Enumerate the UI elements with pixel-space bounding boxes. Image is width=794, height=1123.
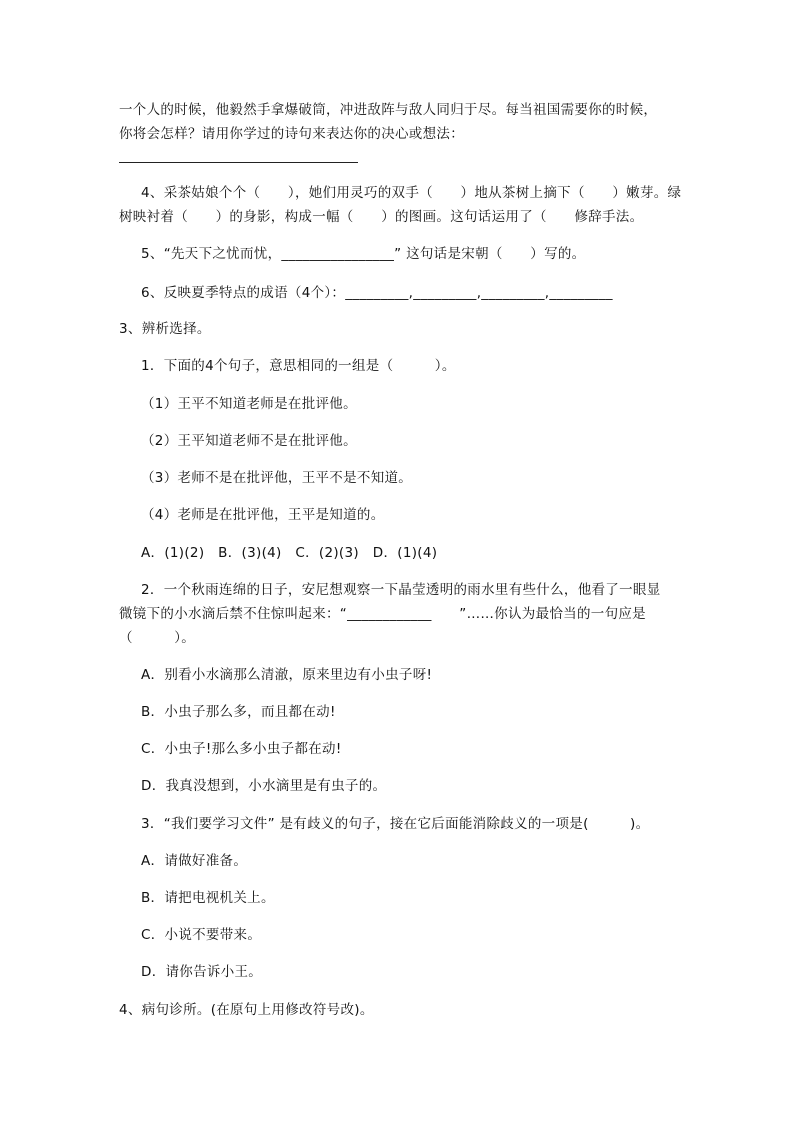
choice-q3-option-a: A．请做好准备。 — [141, 853, 248, 869]
question-6: 6、反映夏季特点的成语（4个）：_________,_________,_________,_________ — [141, 285, 613, 301]
question-4-line-2: 树映衬着（ ）的身影，构成一幅（ ）的图画。这句话运用了（ 修辞手法。 — [119, 209, 644, 225]
choice-q3-option-b: B．请把电视机关上。 — [141, 890, 275, 906]
choice-q3-stem: 3．“我们要学习文件” 是有歧义的句子，接在它后面能消除歧义的一项是( )。 — [141, 816, 650, 832]
choice-q2-stem-line-3: （ ）。 — [119, 630, 196, 646]
choice-q2-stem-line-1: 2．一个秋雨连绵的日子，安尼想观察一下晶莹透明的雨水里有些什么，他看了一眼显 — [141, 582, 661, 598]
choice-q1-stem: 1．下面的4个句子，意思相同的一组是（ ）。 — [141, 358, 456, 374]
choice-q3-option-c: C．小说不要带来。 — [141, 927, 262, 943]
choice-q2-option-c: C．小虫子!那么多小虫子都在动! — [141, 741, 342, 757]
choice-q2-option-b: B．小虫子那么多，而且都在动! — [141, 704, 336, 720]
section-3-heading: 3、辨析选择。 — [119, 321, 211, 337]
choice-q1-item-4: （4）老师是在批评他，王平是知道的。 — [141, 507, 385, 523]
choice-q1-item-2: （2）王平知道老师不是在批评他。 — [141, 433, 357, 449]
choice-q1-options: A．(1)(2) B．(3)(4) C．(2)(3) D．(1)(4) — [141, 545, 438, 561]
choice-q2-stem-line-2: 微镜下的小水滴后禁不住惊叫起来：“____________ ”……你认为最恰当的一句应是 — [119, 606, 646, 622]
choice-q1-item-1: （1）王平不知道老师是在批评他。 — [141, 396, 357, 412]
text-line-1: 一个人的时候，他毅然手拿爆破筒，冲进敌阵与敌人同归于尽。每当祖国需要你的时候， — [119, 102, 658, 118]
answer-line — [119, 162, 358, 163]
section-4-heading: 4、病句诊所。(在原句上用修改符号改)。 — [119, 1002, 374, 1018]
choice-q2-option-a: A．别看小水滴那么清澈，原来里边有小虫子呀! — [141, 667, 433, 683]
question-4-line-1: 4、采茶姑娘个个（ ），她们用灵巧的双手（ ）地从茶树上摘下（ ）嫩芽。绿 — [141, 185, 682, 201]
choice-q3-option-d: D．请你告诉小王。 — [141, 964, 263, 980]
choice-q1-item-3: （3）老师不是在批评他，王平不是不知道。 — [141, 470, 413, 486]
question-5: 5、“先天下之忧而忧，________________” 这句话是宋朝（ ）写的。 — [141, 246, 586, 262]
choice-q2-option-d: D．我真没想到，小水滴里是有虫子的。 — [141, 778, 387, 794]
text-line-2: 你将会怎样？请用你学过的诗句来表达你的决心或想法： — [119, 126, 464, 142]
